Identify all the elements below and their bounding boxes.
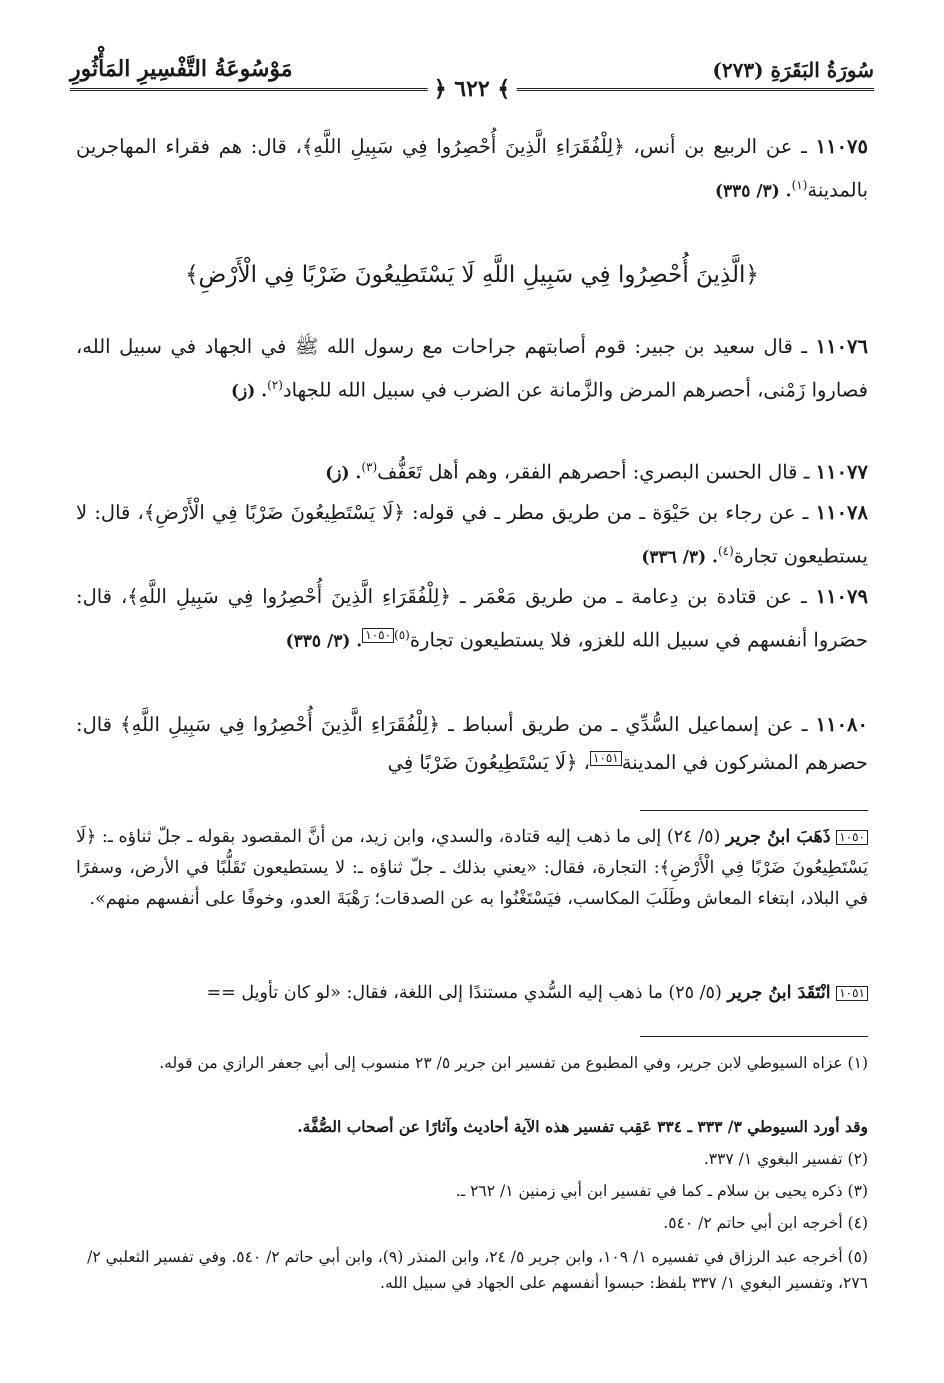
page-header: [70, 52, 874, 102]
note-1050: [76, 822, 868, 915]
entry-11080: [76, 706, 868, 782]
footnote-2: (٢) تفسير البغوي ١/ ٣٣٧.: [703, 1150, 868, 1168]
entry-11077: [76, 448, 868, 493]
note-text: (٥/ ٢٥) ما ذهب إليه السُّدي مستندًا إلى اللغة، فقال: «لو كان تأويل ==: [206, 983, 722, 1003]
page-number: ﴾ ٦٢٢ ﴿: [428, 76, 517, 102]
note-lead: ذَهَبَ ابنُ جرير: [725, 827, 831, 847]
entry-text-tail: ، ﴿لَا يَسْتَطِيعُونَ ضَرْبًا فِي: [387, 751, 590, 774]
footnote-1: (١) عزاه السيوطي لابن جرير، وفي المطبوع من تفسير ابن جرير ٥/ ٢٣ منسوب إلى أبي جعفر الرازي من قوله.: [159, 1054, 868, 1072]
footnote-5: (٥) أخرجه عبد الرزاق في تفسيره ١/ ١٠٩، وابن جرير ٥/ ٢٤، وابن المنذر (٩)، وابن أبي حاتم ٢/ ٥٤٠. وفي تفسير الثعلبي ٢/ ٢٧٦، وتفسير البغوي ١/ ٣٣٧ بلفظ: حبسوا أنفسهم على الجهاد في سبيل الله.: [87, 1248, 868, 1292]
footnotes-divider: [640, 1036, 868, 1037]
footnote-3: (٣) ذكره يحيى بن سلام ـ كما في تفسير ابن أبي زمنين ١/ ٢٦٢ ـ.: [455, 1182, 868, 1200]
note-text: (٥/ ٢٤) إلى ما ذهب إليه قتادة، والسدي، وابن زيد، من أنَّ المقصود بقوله ـ جلّ ثناؤه ـ: ﴿لَا يَسْتَطِيعُونَ ضَرْبًا فِي الْأَرْضِ﴾: التجارة، فقال: «يعني بذلك ـ جلّ ثناؤه ـ: لا يستطيعون تَقَلُّبًا في الأرض، وسفرًا في البلاد، ابتغاء المعاش وطَلَبَ المكاسب، فيَسْتَغْنُوا به عن الصدقات؛ رَهْبَةَ العدو، وخوفًا على أنفسهم منهم».: [76, 827, 868, 909]
entry-number: ١١٠٧٥: [815, 135, 869, 158]
footnote-marker[interactable]: (٤): [717, 544, 734, 558]
entry-text: ـ قال سعيد بن جبير: قوم أصابتهم جراحات مع رسول الله ﷺ في الجهاد في سبيل الله، فصاروا زَمْنى، أحصرهم المرض والزَّمانة عن الضرب في سبيل الله للجهاد: [76, 335, 868, 402]
entry-11076: [76, 328, 868, 411]
entry-11075: [76, 128, 868, 211]
entry-text: ـ عن رجاء بن حَيْوَة ـ من طريق مطر ـ في قوله: ﴿لَا يَسْتَطِيعُونَ ضَرْبًا فِي الْأَرْضِ﴾، قال: لا يستطيعون تجارة: [76, 501, 868, 568]
entry-text: ـ قال الحسن البصري: أحصرهم الفقر، وهم أهل تَعَفُّف: [377, 460, 810, 484]
entry-text: ـ عن الربيع بن أنس، ﴿لِلْفُقَرَاءِ الَّذِينَ أُحْصِرُوا فِي سَبِيلِ اللَّهِ﴾، قال: هم فقراء المهاجرين بالمدينة: [76, 135, 868, 202]
note-marker-1051[interactable]: ١٠٥١: [590, 751, 622, 766]
source-reference: . (٣/ ٣٣٦): [641, 547, 718, 568]
entry-11079: [76, 578, 868, 661]
entry-number: ١١٠٧٧: [815, 460, 868, 484]
note-number: ١٠٥١: [836, 986, 868, 1001]
entry-text: ـ عن إسماعيل السُّدِّي ـ من طريق أسباط ـ ﴿لِلْفُقَرَاءِ الَّذِينَ أُحْصِرُوا فِي سَبِيلِ اللَّهِ﴾ قال: حصرهم المشركون في المدينة: [76, 713, 868, 774]
entry-number: ١١٠٧٨: [815, 501, 868, 524]
book-title: مَوْسُوعَةُ التَّفْسِيرِ المَأْثُورِ: [70, 56, 293, 82]
notes-divider: [640, 810, 868, 811]
source-reference: . (٣/ ٣٣٥): [714, 181, 792, 202]
note-number: ١٠٥٠: [836, 830, 868, 845]
footnote-marker[interactable]: (٥): [394, 628, 410, 642]
source-reference: . (٣/ ٣٣٥): [285, 631, 363, 652]
surah-title: سُورَةُ البَقَرَةِ (٢٧٣): [712, 58, 874, 82]
entry-text: ـ عن قتادة بن دِعامة ـ من طريق مَعْمَر ـ ﴿لِلْفُقَرَاءِ الَّذِينَ أُحْصِرُوا فِي سَبِيلِ اللَّهِ﴾، قال: حصَروا أنفسهم في سبيل الله للغزو، فلا يستطيعون تجارة: [76, 585, 868, 652]
entry-11078: [76, 494, 868, 577]
entry-number: ١١٠٨٠: [815, 713, 868, 736]
note-marker-1050[interactable]: ١٠٥٠: [362, 628, 394, 643]
footnote-marker[interactable]: (١): [791, 178, 808, 192]
source-reference: . (ز): [230, 381, 268, 402]
footnote-4: (٤) أخرجه ابن أبي حاتم ٢/ ٥٤٠.: [663, 1214, 868, 1232]
footnote-marker[interactable]: (٢): [267, 378, 283, 392]
entry-number: ١١٠٧٦: [815, 335, 868, 358]
ayah-heading: ﴿الَّذِينَ أُحْصِرُوا فِي سَبِيلِ اللَّهِ لَا يَسْتَطِيعُونَ ضَرْبًا فِي الْأَرْضِ﴾: [185, 262, 759, 288]
footnote-marker[interactable]: (٣): [361, 460, 378, 474]
note-1051: [76, 978, 868, 1009]
source-reference: . (ز): [325, 463, 362, 484]
entry-number: ١١٠٧٩: [815, 585, 868, 608]
note-lead: انْتَقَدَ ابنُ جرير: [727, 983, 831, 1003]
footnote-1-addendum: وقد أورد السيوطي ٣/ ٣٣٣ ـ ٣٣٤ عَقِب تفسير هذه الآية أحاديث وآثارًا عن أصحاب الصُّفَّة.: [297, 1117, 868, 1136]
